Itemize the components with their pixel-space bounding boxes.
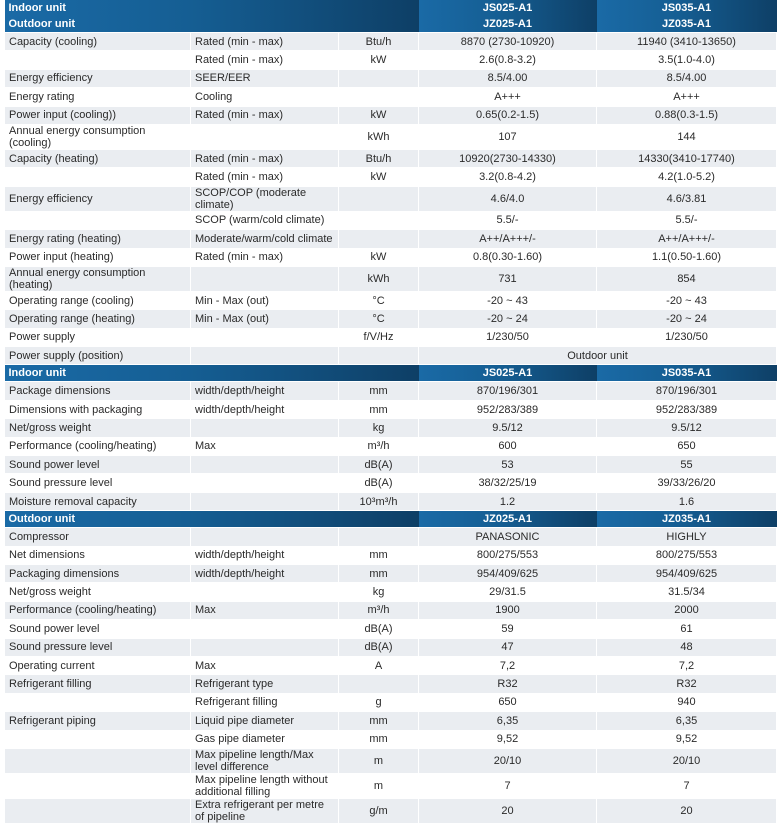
param-condition: Rated (min - max) [191,149,339,167]
model-value: 0.88(0.3-1.5) [597,106,777,124]
param-name: Dimensions with packaging [5,400,191,418]
model-name: JZ025-A1 [419,511,597,528]
model-value: 1.2 [419,492,597,510]
model-value: 6,35 [597,712,777,730]
model-name: JS035-A1 [597,0,777,16]
param-condition: Rated (min - max) [191,248,339,266]
param-condition: Cooling [191,88,339,106]
model-value: 144 [597,124,777,149]
param-unit: kg [339,583,419,601]
param-unit: mm [339,546,419,564]
model-value: 600 [419,437,597,455]
param-condition: Rated (min - max) [191,106,339,124]
param-unit [339,88,419,106]
param-unit: dB(A) [339,456,419,474]
model-name: JZ035-A1 [597,16,777,33]
model-value: 48 [597,638,777,656]
spec-row [5,437,777,455]
param-unit: kg [339,419,419,437]
param-unit [339,230,419,248]
spec-row [5,382,777,400]
param-condition: SCOP (warm/cold climate) [191,211,339,229]
param-name: Net dimensions [5,546,191,564]
section-header-row [5,511,777,528]
model-value: 7 [597,773,777,798]
param-name: Energy efficiency [5,186,191,211]
model-value: 2000 [597,601,777,619]
param-name: Refrigerant piping [5,712,191,730]
model-value: -20 ~ 43 [597,291,777,309]
model-value: 4.6/3.81 [597,186,777,211]
param-unit: kW [339,51,419,69]
param-condition: Liquid pipe diameter [191,712,339,730]
model-value: 1.1(0.50-1.60) [597,248,777,266]
spec-row [5,693,777,711]
model-value: 31.5/34 [597,583,777,601]
spec-row [5,149,777,167]
model-value: A+++ [419,88,597,106]
param-condition [191,347,339,365]
param-unit: kW [339,106,419,124]
model-value: 10920(2730-14330) [419,149,597,167]
model-value: 59 [419,620,597,638]
param-condition [191,492,339,510]
model-value: 954/409/625 [597,564,777,582]
model-value: 731 [419,266,597,291]
model-value: 38/32/25/19 [419,474,597,492]
section-header-label: Outdoor unit [5,16,419,33]
param-condition [191,419,339,437]
param-unit: kWh [339,124,419,149]
param-unit: °C [339,310,419,328]
param-condition: Min - Max (out) [191,291,339,309]
param-name [5,693,191,711]
param-name [5,168,191,186]
spec-row [5,474,777,492]
section-header-row [5,365,777,382]
param-unit: Btu/h [339,149,419,167]
model-value: A+++ [597,88,777,106]
model-value: 55 [597,456,777,474]
param-unit: mm [339,730,419,748]
model-value: PANASONIC [419,528,597,546]
param-unit: g [339,693,419,711]
model-value: 1.6 [597,492,777,510]
model-value: -20 ~ 24 [419,310,597,328]
param-unit: m³/h [339,601,419,619]
spec-row [5,266,777,291]
param-unit [339,347,419,365]
param-condition [191,456,339,474]
param-name: Sound power level [5,456,191,474]
model-value: 9,52 [597,730,777,748]
model-value: 650 [419,693,597,711]
spec-row [5,730,777,748]
model-value: 4.6/4.0 [419,186,597,211]
param-name [5,748,191,773]
model-value: 854 [597,266,777,291]
spec-row [5,400,777,418]
param-condition: width/depth/height [191,564,339,582]
spec-row [5,168,777,186]
model-value: 1/230/50 [419,328,597,346]
param-unit: dB(A) [339,620,419,638]
param-name: Capacity (heating) [5,149,191,167]
param-unit: mm [339,564,419,582]
param-unit: m³/h [339,437,419,455]
param-name: Moisture removal capacity [5,492,191,510]
model-value: 0.8(0.30-1.60) [419,248,597,266]
param-unit: Btu/h [339,33,419,51]
spec-row [5,186,777,211]
param-name: Power input (cooling)) [5,106,191,124]
param-name: Operating range (heating) [5,310,191,328]
spec-row [5,69,777,87]
model-value: 940 [597,693,777,711]
section-header-label: Indoor unit [5,0,419,16]
model-value: HIGHLY [597,528,777,546]
param-name [5,798,191,823]
model-value: 53 [419,456,597,474]
model-name: JZ035-A1 [597,511,777,528]
param-unit: kW [339,168,419,186]
param-unit [339,211,419,229]
model-name: JS025-A1 [419,365,597,382]
spec-row [5,310,777,328]
model-name: JS025-A1 [419,0,597,16]
param-condition: Refrigerant type [191,675,339,693]
model-name: JZ025-A1 [419,16,597,33]
model-value: 39/33/26/20 [597,474,777,492]
param-unit: mm [339,400,419,418]
model-value: 650 [597,437,777,455]
model-value: 952/283/389 [419,400,597,418]
spec-row [5,230,777,248]
model-value: 7,2 [597,656,777,674]
model-value: 20/10 [597,748,777,773]
spec-row [5,656,777,674]
param-unit: kWh [339,266,419,291]
spec-row [5,211,777,229]
model-value: 29/31.5 [419,583,597,601]
param-name: Sound power level [5,620,191,638]
model-value: 870/196/301 [597,382,777,400]
param-name: Power input (heating) [5,248,191,266]
model-value: 954/409/625 [419,564,597,582]
spec-table-body [5,0,777,823]
param-name: Sound pressure level [5,474,191,492]
spec-table [4,0,777,824]
param-condition [191,638,339,656]
param-unit: m [339,748,419,773]
model-value: A++/A+++/- [597,230,777,248]
model-value: 9.5/12 [419,419,597,437]
param-condition: width/depth/height [191,400,339,418]
model-value: 3.2(0.8-4.2) [419,168,597,186]
spec-row [5,798,777,823]
param-condition: Refrigerant filling [191,693,339,711]
merged-value: Outdoor unit [419,347,777,365]
model-value: 8.5/4.00 [597,69,777,87]
param-unit [339,186,419,211]
param-condition: Min - Max (out) [191,310,339,328]
model-value: 14330(3410-17740) [597,149,777,167]
param-unit: dB(A) [339,474,419,492]
model-value: 0.65(0.2-1.5) [419,106,597,124]
spec-row [5,124,777,149]
spec-row [5,291,777,309]
model-value: 5.5/- [419,211,597,229]
param-condition [191,583,339,601]
model-value: -20 ~ 43 [419,291,597,309]
param-unit: m [339,773,419,798]
param-unit: 10³m³/h [339,492,419,510]
model-value: 7 [419,773,597,798]
param-name [5,773,191,798]
spec-row [5,419,777,437]
section-header-row [5,16,777,33]
spec-row [5,583,777,601]
param-name: Annual energy consumption (cooling) [5,124,191,149]
param-unit: dB(A) [339,638,419,656]
param-name: Operating current [5,656,191,674]
param-unit [339,528,419,546]
param-name: Capacity (cooling) [5,33,191,51]
param-condition: Gas pipe diameter [191,730,339,748]
spec-row [5,248,777,266]
spec-row [5,773,777,798]
param-condition: Rated (min - max) [191,33,339,51]
param-condition: Moderate/warm/cold climate [191,230,339,248]
model-value: -20 ~ 24 [597,310,777,328]
section-header-row [5,0,777,16]
param-name: Compressor [5,528,191,546]
param-name: Power supply [5,328,191,346]
param-condition: Extra refrigerant per metre of pipeline [191,798,339,823]
param-name: Net/gross weight [5,419,191,437]
spec-row [5,328,777,346]
param-unit: kW [339,248,419,266]
param-name: Operating range (cooling) [5,291,191,309]
param-condition: Rated (min - max) [191,168,339,186]
param-name: Performance (cooling/heating) [5,601,191,619]
param-condition [191,620,339,638]
param-condition: Max [191,601,339,619]
model-value: R32 [597,675,777,693]
model-value: 20 [419,798,597,823]
model-value: 107 [419,124,597,149]
spec-row [5,748,777,773]
model-value: 20/10 [419,748,597,773]
model-value: 9,52 [419,730,597,748]
model-value: 1/230/50 [597,328,777,346]
param-condition: SCOP/COP (moderate climate) [191,186,339,211]
param-name: Energy efficiency [5,69,191,87]
spec-row [5,620,777,638]
spec-row [5,638,777,656]
spec-row [5,106,777,124]
model-value: 47 [419,638,597,656]
model-value: 11940 (3410-13650) [597,33,777,51]
param-unit [339,675,419,693]
param-unit: °C [339,291,419,309]
param-name: Sound pressure level [5,638,191,656]
param-condition: Max pipeline length/Max level difference [191,748,339,773]
param-condition [191,474,339,492]
spec-row [5,601,777,619]
param-name: Energy rating [5,88,191,106]
model-value: 5.5/- [597,211,777,229]
param-condition [191,266,339,291]
spec-row [5,546,777,564]
param-condition: width/depth/height [191,382,339,400]
param-unit: A [339,656,419,674]
param-unit: mm [339,712,419,730]
section-header-label: Indoor unit [5,365,419,382]
model-value: 870/196/301 [419,382,597,400]
spec-row [5,347,777,365]
spec-row [5,675,777,693]
model-value: A++/A+++/- [419,230,597,248]
model-value: 6,35 [419,712,597,730]
param-name [5,51,191,69]
model-value: 800/275/553 [597,546,777,564]
spec-row [5,528,777,546]
model-value: 4.2(1.0-5.2) [597,168,777,186]
model-value: 7,2 [419,656,597,674]
param-condition: Rated (min - max) [191,51,339,69]
model-value: 800/275/553 [419,546,597,564]
param-name: Net/gross weight [5,583,191,601]
param-condition: Max pipeline length without additional filling [191,773,339,798]
param-condition: Max [191,656,339,674]
spec-row [5,33,777,51]
model-value: 8870 (2730-10920) [419,33,597,51]
spec-row [5,51,777,69]
param-condition [191,528,339,546]
spec-row [5,456,777,474]
model-value: R32 [419,675,597,693]
param-unit: mm [339,382,419,400]
param-condition: SEER/EER [191,69,339,87]
model-value: 1900 [419,601,597,619]
param-name: Package dimensions [5,382,191,400]
param-name: Annual energy consumption (heating) [5,266,191,291]
param-name [5,730,191,748]
model-value: 20 [597,798,777,823]
section-header-label: Outdoor unit [5,511,419,528]
param-condition: Max [191,437,339,455]
param-unit [339,69,419,87]
param-unit: g/m [339,798,419,823]
param-name: Energy rating (heating) [5,230,191,248]
model-value: 2.6(0.8-3.2) [419,51,597,69]
param-name: Refrigerant filling [5,675,191,693]
param-name [5,211,191,229]
param-name: Power supply (position) [5,347,191,365]
param-unit: f/V/Hz [339,328,419,346]
model-value: 61 [597,620,777,638]
param-name: Performance (cooling/heating) [5,437,191,455]
model-value: 952/283/389 [597,400,777,418]
param-condition [191,124,339,149]
spec-row [5,564,777,582]
model-value: 3.5(1.0-4.0) [597,51,777,69]
spec-row [5,712,777,730]
param-condition: width/depth/height [191,546,339,564]
param-condition [191,328,339,346]
model-value: 8.5/4.00 [419,69,597,87]
spec-row [5,88,777,106]
model-name: JS035-A1 [597,365,777,382]
spec-row [5,492,777,510]
param-name: Packaging dimensions [5,564,191,582]
model-value: 9.5/12 [597,419,777,437]
